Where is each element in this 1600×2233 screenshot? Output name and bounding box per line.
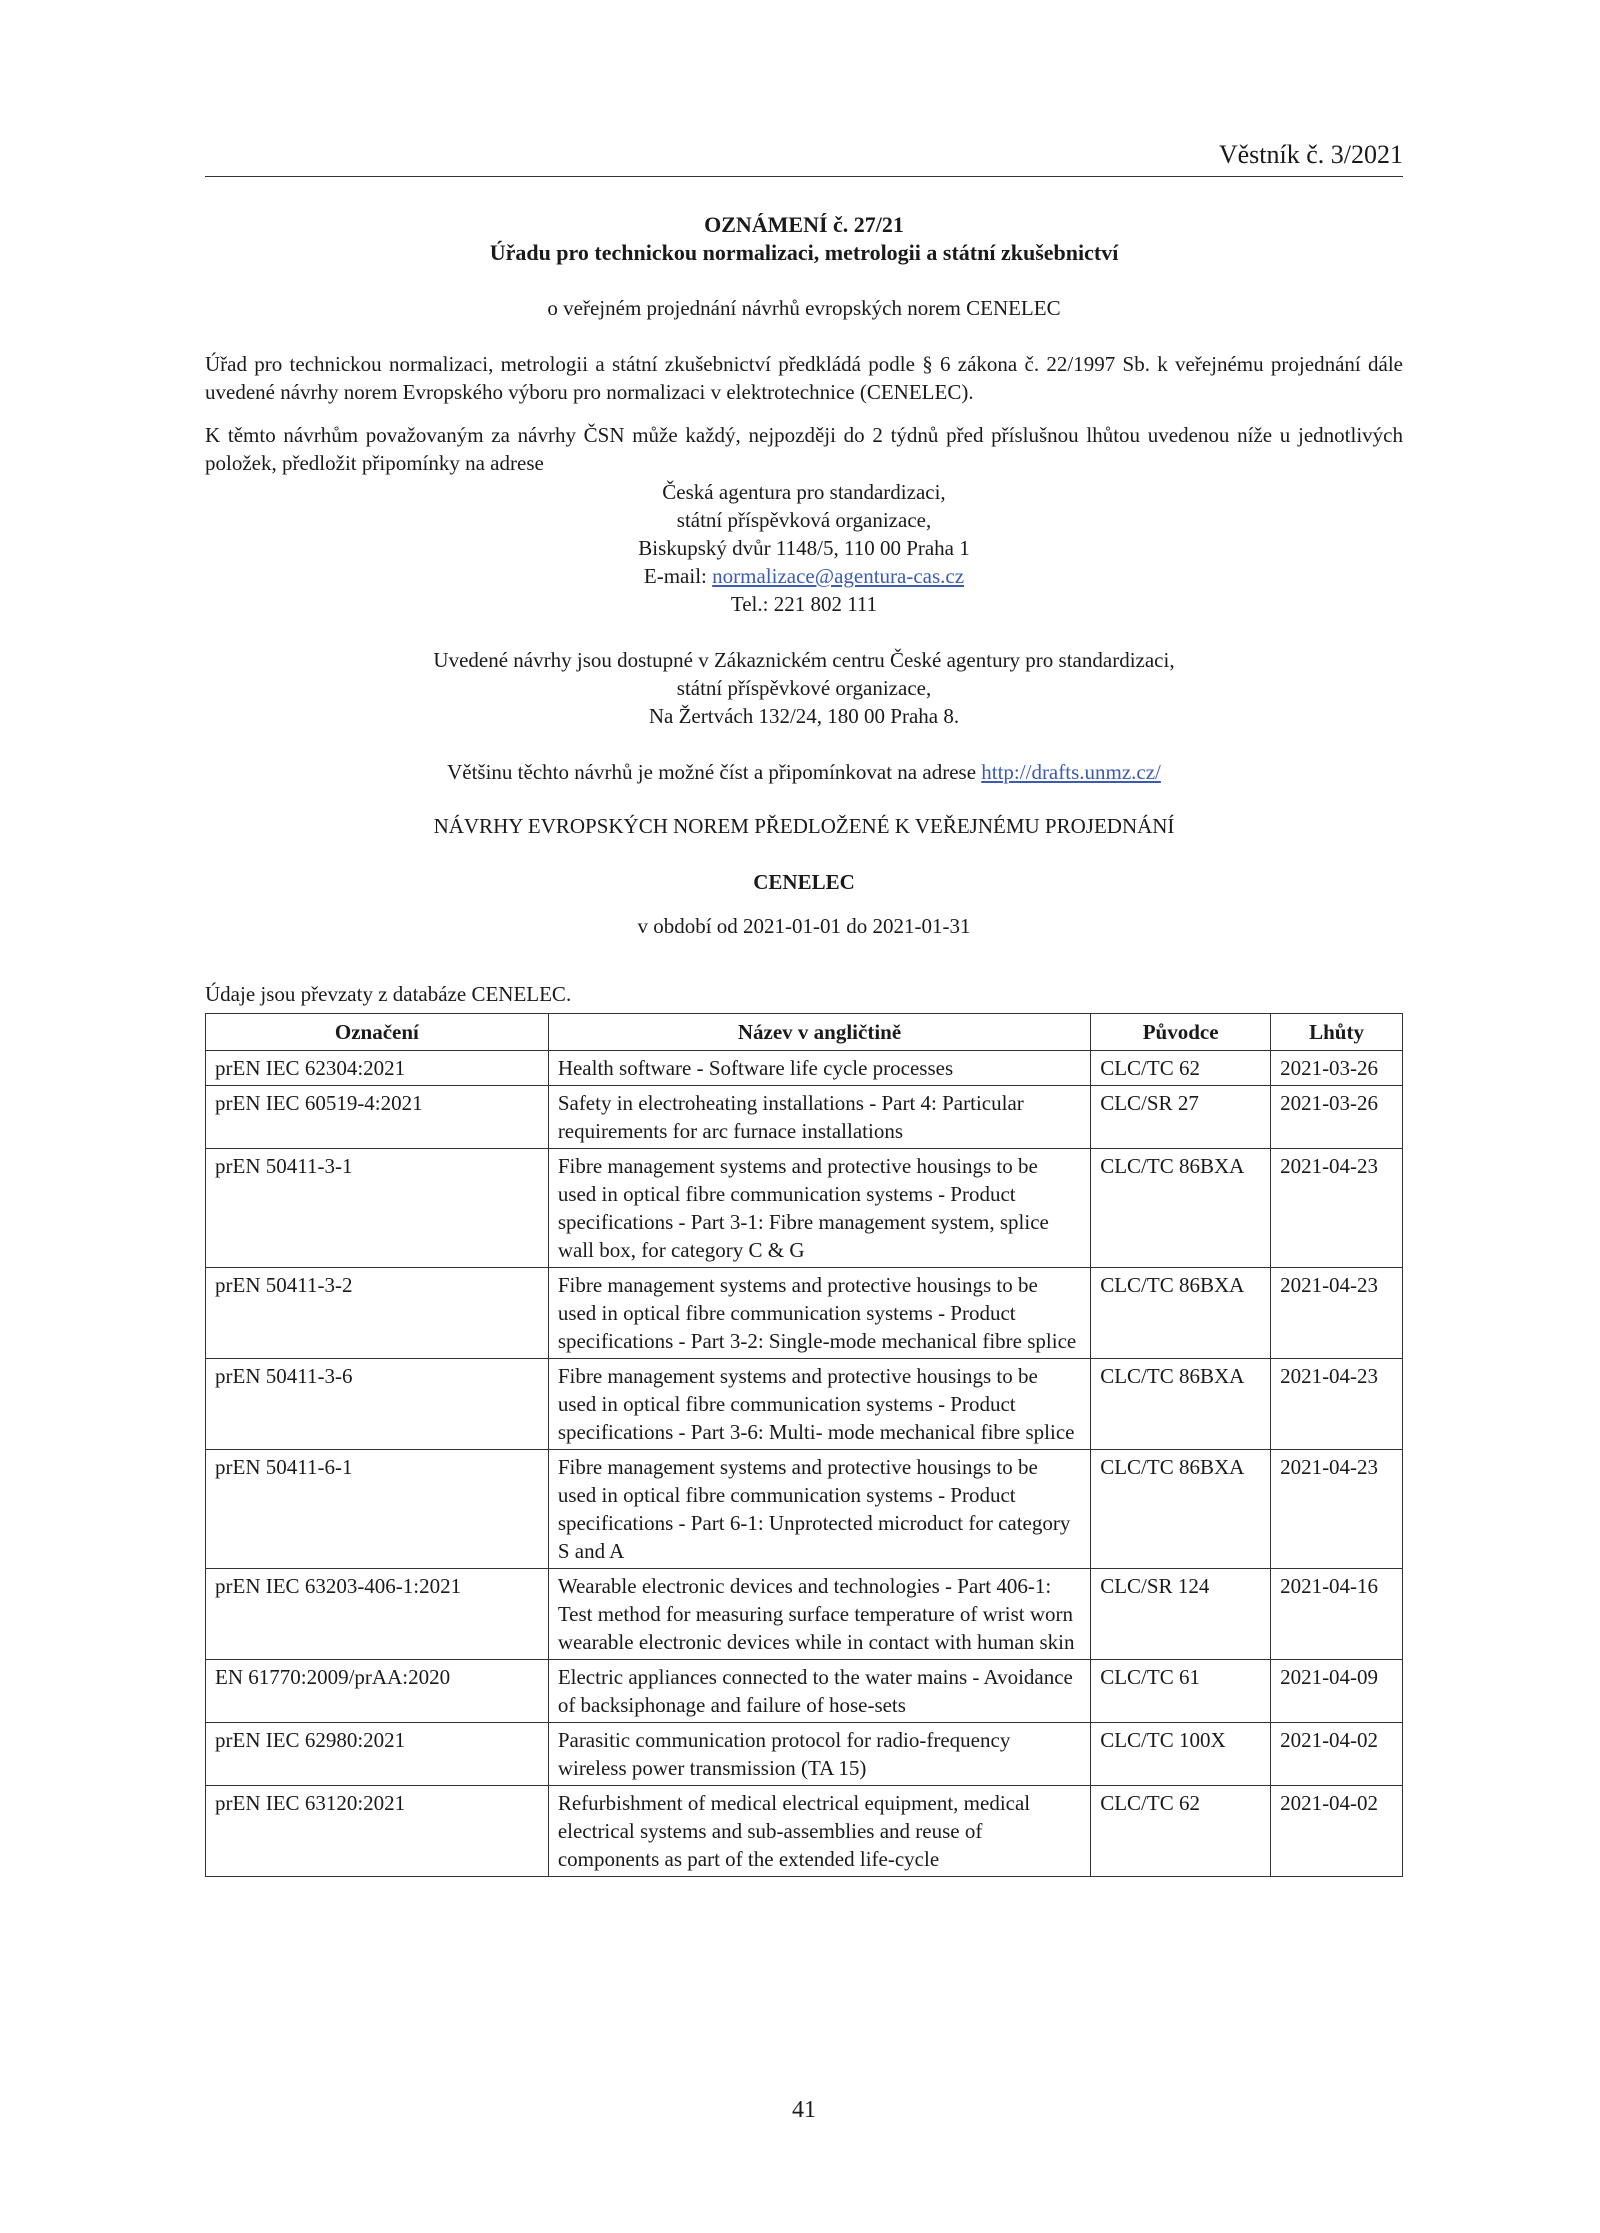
section-heading: NÁVRHY EVROPSKÝCH NOREM PŘEDLOŽENÉ K VEŘEJNÉMU PROJEDNÁNÍ [433, 814, 1175, 838]
deadline-cell: 2021-04-09 [1271, 1660, 1403, 1723]
originator-cell: CLC/SR 124 [1091, 1569, 1271, 1660]
originator-cell: CLC/TC 62 [1091, 1786, 1271, 1877]
deadline-cell: 2021-04-23 [1271, 1359, 1403, 1450]
designation-cell: prEN IEC 63120:2021 [206, 1786, 549, 1877]
title-cell: Fibre management systems and protective housings to be used in optical fibre communication systems - Product specifications - Part 6-1: Unprotected microduct for category S and A [548, 1450, 1090, 1569]
agency-address [205, 478, 1403, 618]
deadline-cell: 2021-04-02 [1271, 1786, 1403, 1877]
originator-cell: CLC/TC 86BXA [1091, 1450, 1271, 1569]
column-header: Lhůty [1271, 1014, 1403, 1051]
originator-cell: CLC/SR 27 [1091, 1086, 1271, 1149]
title-cell: Electric appliances connected to the water mains - Avoidance of backsiphonage and failure of hose-sets [548, 1660, 1090, 1723]
table-row [206, 1660, 1403, 1723]
originator-cell: CLC/TC 86BXA [1091, 1268, 1271, 1359]
announcement-authority: Úřadu pro technickou normalizaci, metrologii a státní zkušebnictví [489, 240, 1119, 265]
organization-heading: CENELEC [753, 870, 855, 894]
column-header: Název v angličtině [548, 1014, 1090, 1051]
title-cell: Fibre management systems and protective housings to be used in optical fibre communication systems - Product specifications - Part 3-2: Single-mode mechanical fibre splice [548, 1268, 1090, 1359]
comments-paragraph: K těmto návrhům považovaným za návrhy ČSN může každý, nejpozději do 2 týdnů před příslušnou lhůtou uvedenou níže u jednotlivých položek, předložit připomínky na adrese [205, 423, 1403, 475]
originator-cell: CLC/TC 86BXA [1091, 1149, 1271, 1268]
page-header [205, 140, 1403, 177]
originator-cell: CLC/TC 86BXA [1091, 1359, 1271, 1450]
title-cell: Parasitic communication protocol for radio-frequency wireless power transmission (TA 15) [548, 1723, 1090, 1786]
page-number: 41 [792, 2097, 816, 2123]
email-line [205, 562, 1403, 590]
table-row [206, 1149, 1403, 1268]
designation-cell: prEN 50411-3-2 [206, 1268, 549, 1359]
designation-cell: prEN IEC 62304:2021 [206, 1051, 549, 1086]
deadline-cell: 2021-04-02 [1271, 1723, 1403, 1786]
table-row [206, 1359, 1403, 1450]
table-row [206, 1268, 1403, 1359]
email-link[interactable]: normalizace@agentura-cas.cz [712, 564, 965, 588]
designation-cell: prEN 50411-3-6 [206, 1359, 549, 1450]
email-label: E-mail: [643, 564, 713, 588]
designation-cell: prEN IEC 63203-406-1:2021 [206, 1569, 549, 1660]
availability-line: Uvedené návrhy jsou dostupné v Zákaznickém centru České agentury pro standardizaci, [433, 648, 1175, 672]
originator-cell: CLC/TC 62 [1091, 1051, 1271, 1086]
originator-cell: CLC/TC 100X [1091, 1723, 1271, 1786]
table-row [206, 1723, 1403, 1786]
address-line: Biskupský dvůr 1148/5, 110 00 Praha 1 [638, 536, 970, 560]
drafts-link[interactable]: http://drafts.unmz.cz/ [981, 760, 1161, 784]
deadline-cell: 2021-04-23 [1271, 1268, 1403, 1359]
designation-cell: prEN IEC 62980:2021 [206, 1723, 549, 1786]
title-cell: Fibre management systems and protective housings to be used in optical fibre communication systems - Product specifications - Part 3-1: Fibre management system, splice wall box, for category C & G [548, 1149, 1090, 1268]
originator-cell: CLC/TC 61 [1091, 1660, 1271, 1723]
source-note: Údaje jsou převzaty z databáze CENELEC. [205, 982, 572, 1006]
column-header: Označení [206, 1014, 549, 1051]
title-cell: Health software - Software life cycle processes [548, 1051, 1090, 1086]
table-row [206, 1051, 1403, 1086]
availability-line: státní příspěvkové organizace, [676, 676, 932, 700]
online-text: Většinu těchto návrhů je možné číst a připomínkovat na adrese [447, 760, 982, 784]
title-cell: Wearable electronic devices and technologies - Part 406-1: Test method for measuring surface temperature of wrist worn wearable electronic devices while in contact with human skin [548, 1569, 1090, 1660]
table-row [206, 1786, 1403, 1877]
deadline-cell: 2021-04-23 [1271, 1450, 1403, 1569]
table-row [206, 1086, 1403, 1149]
period-line: v období od 2021-01-01 do 2021-01-31 [637, 914, 971, 938]
address-line: státní příspěvková organizace, [676, 508, 932, 532]
deadline-cell: 2021-04-16 [1271, 1569, 1403, 1660]
designation-cell: EN 61770:2009/prAA:2020 [206, 1660, 549, 1723]
drafts-table [205, 1013, 1403, 1877]
designation-cell: prEN 50411-6-1 [206, 1450, 549, 1569]
table-header-row [206, 1014, 1403, 1051]
announcement-subject: o veřejném projednání návrhů evropských norem CENELEC [547, 296, 1061, 320]
deadline-cell: 2021-04-23 [1271, 1149, 1403, 1268]
title-cell: Safety in electroheating installations - Part 4: Particular requirements for arc furnace installations [548, 1086, 1090, 1149]
issue-label: Věstník č. 3/2021 [1218, 140, 1403, 169]
table-row [206, 1450, 1403, 1569]
deadline-cell: 2021-03-26 [1271, 1086, 1403, 1149]
column-header: Původce [1091, 1014, 1271, 1051]
title-cell: Fibre management systems and protective housings to be used in optical fibre communication systems - Product specifications - Part 3-6: Multi- mode mechanical fibre splice [548, 1359, 1090, 1450]
table-row [206, 1569, 1403, 1660]
designation-cell: prEN IEC 60519-4:2021 [206, 1086, 549, 1149]
deadline-cell: 2021-03-26 [1271, 1051, 1403, 1086]
title-cell: Refurbishment of medical electrical equipment, medical electrical systems and sub-assemblies and reuse of components as part of the extended life-cycle [548, 1786, 1090, 1877]
availability-line: Na Žertvách 132/24, 180 00 Praha 8. [648, 704, 960, 728]
online-note [205, 758, 1403, 786]
announcement-title: OZNÁMENÍ č. 27/21 [704, 212, 904, 237]
designation-cell: prEN 50411-3-1 [206, 1149, 549, 1268]
address-line: Česká agentura pro standardizaci, [662, 480, 946, 504]
availability-block [205, 646, 1403, 730]
phone-line: Tel.: 221 802 111 [730, 592, 878, 616]
intro-paragraph: Úřad pro technickou normalizaci, metrologii a státní zkušebnictví předkládá podle § 6 zákona č. 22/1997 Sb. k veřejnému projednání dále uvedené návrhy norem Evropského výboru pro normalizaci v elektrotechnice (CENELEC). [205, 352, 1403, 404]
